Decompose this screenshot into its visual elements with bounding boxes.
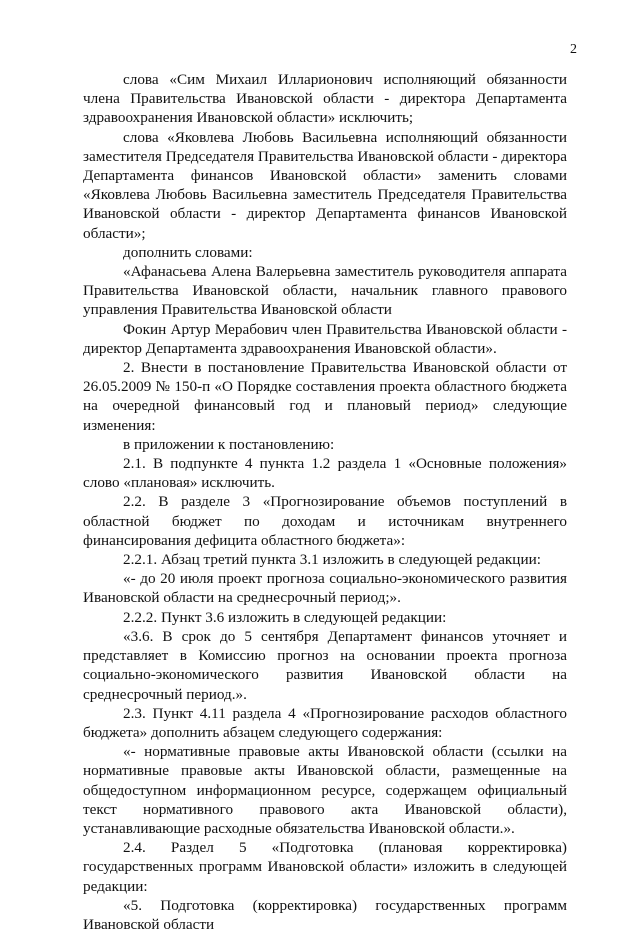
paragraph: «- нормативные правовые акты Ивановской области (ссылки на нормативные правовые акты Ивановской области, размещенные на общедоступном информационном ресурсе, содержащем официальный текст нормативного правового акта Ивановской области), устанавливающие расходные обязательства Ивановской области.».: [83, 743, 567, 837]
paragraph: 2. Внести в постановление Правительства Ивановской области от 26.05.2009 № 150-п «О Порядке составления проекта областного бюджета на очередной финансовый год и плановый период» следующие изменения:: [83, 359, 567, 434]
paragraph: 2.3. Пункт 4.11 раздела 4 «Прогнозирование расходов областного бюджета» дополнить абзацем следующего содержания:: [83, 704, 567, 741]
paragraph: дополнить словами:: [123, 243, 253, 261]
document-body: [83, 70, 567, 934]
paragraph: «Афанасьева Алена Валерьевна заместитель руководителя аппарата Правительства Ивановской области, начальник главного правового управления Правительства Ивановской области: [83, 263, 567, 319]
paragraph: «5. Подготовка (корректировка) государственных программ Ивановской области: [83, 896, 567, 933]
paragraph: Фокин Артур Мерабович член Правительства Ивановской области - директор Департамента здравоохранения Ивановской области».: [83, 320, 567, 357]
paragraph: 2.4. Раздел 5 «Подготовка (плановая корректировка) государственных программ Ивановской области» изложить в следующей редакции:: [83, 839, 567, 895]
paragraph: 2.2.2. Пункт 3.6 изложить в следующей редакции:: [123, 608, 447, 626]
paragraph: «- до 20 июля проект прогноза социально-экономического развития Ивановской области на среднесрочный период;».: [83, 570, 567, 607]
paragraph: 2.1. В подпункте 4 пункта 1.2 раздела 1 «Основные положения» слово «плановая» исключить.: [83, 455, 567, 492]
paragraph: слова «Сим Михаил Илларионович исполняющий обязанности члена Правительства Ивановской области - директора Департамента здравоохранения Ивановской области» исключить;: [83, 71, 567, 127]
paragraph: 2.2. В разделе 3 «Прогнозирование объемов поступлений в областной бюджет по доходам и источникам внутреннего финансирования дефицита областного бюджета»:: [83, 493, 567, 549]
page-number: 2: [570, 42, 577, 57]
paragraph: слова «Яковлева Любовь Васильевна исполняющий обязанности заместителя Председателя Правительства Ивановской области - директора Департамента финансов Ивановской области» заменить словами «Яковлева Любовь Васильевна заместитель Председателя Правительства Ивановской области - директор Департамента финансов Ивановской области»;: [83, 128, 567, 242]
paragraph: 2.2.1. Абзац третий пункта 3.1 изложить в следующей редакции:: [123, 551, 541, 569]
paragraph: в приложении к постановлению:: [123, 435, 335, 453]
paragraph: «3.6. В срок до 5 сентября Департамент финансов уточняет и представляет в Комиссию прогноз на основании проекта прогноза социально-экономического развития Ивановской области на среднесрочный период.».: [83, 627, 567, 703]
